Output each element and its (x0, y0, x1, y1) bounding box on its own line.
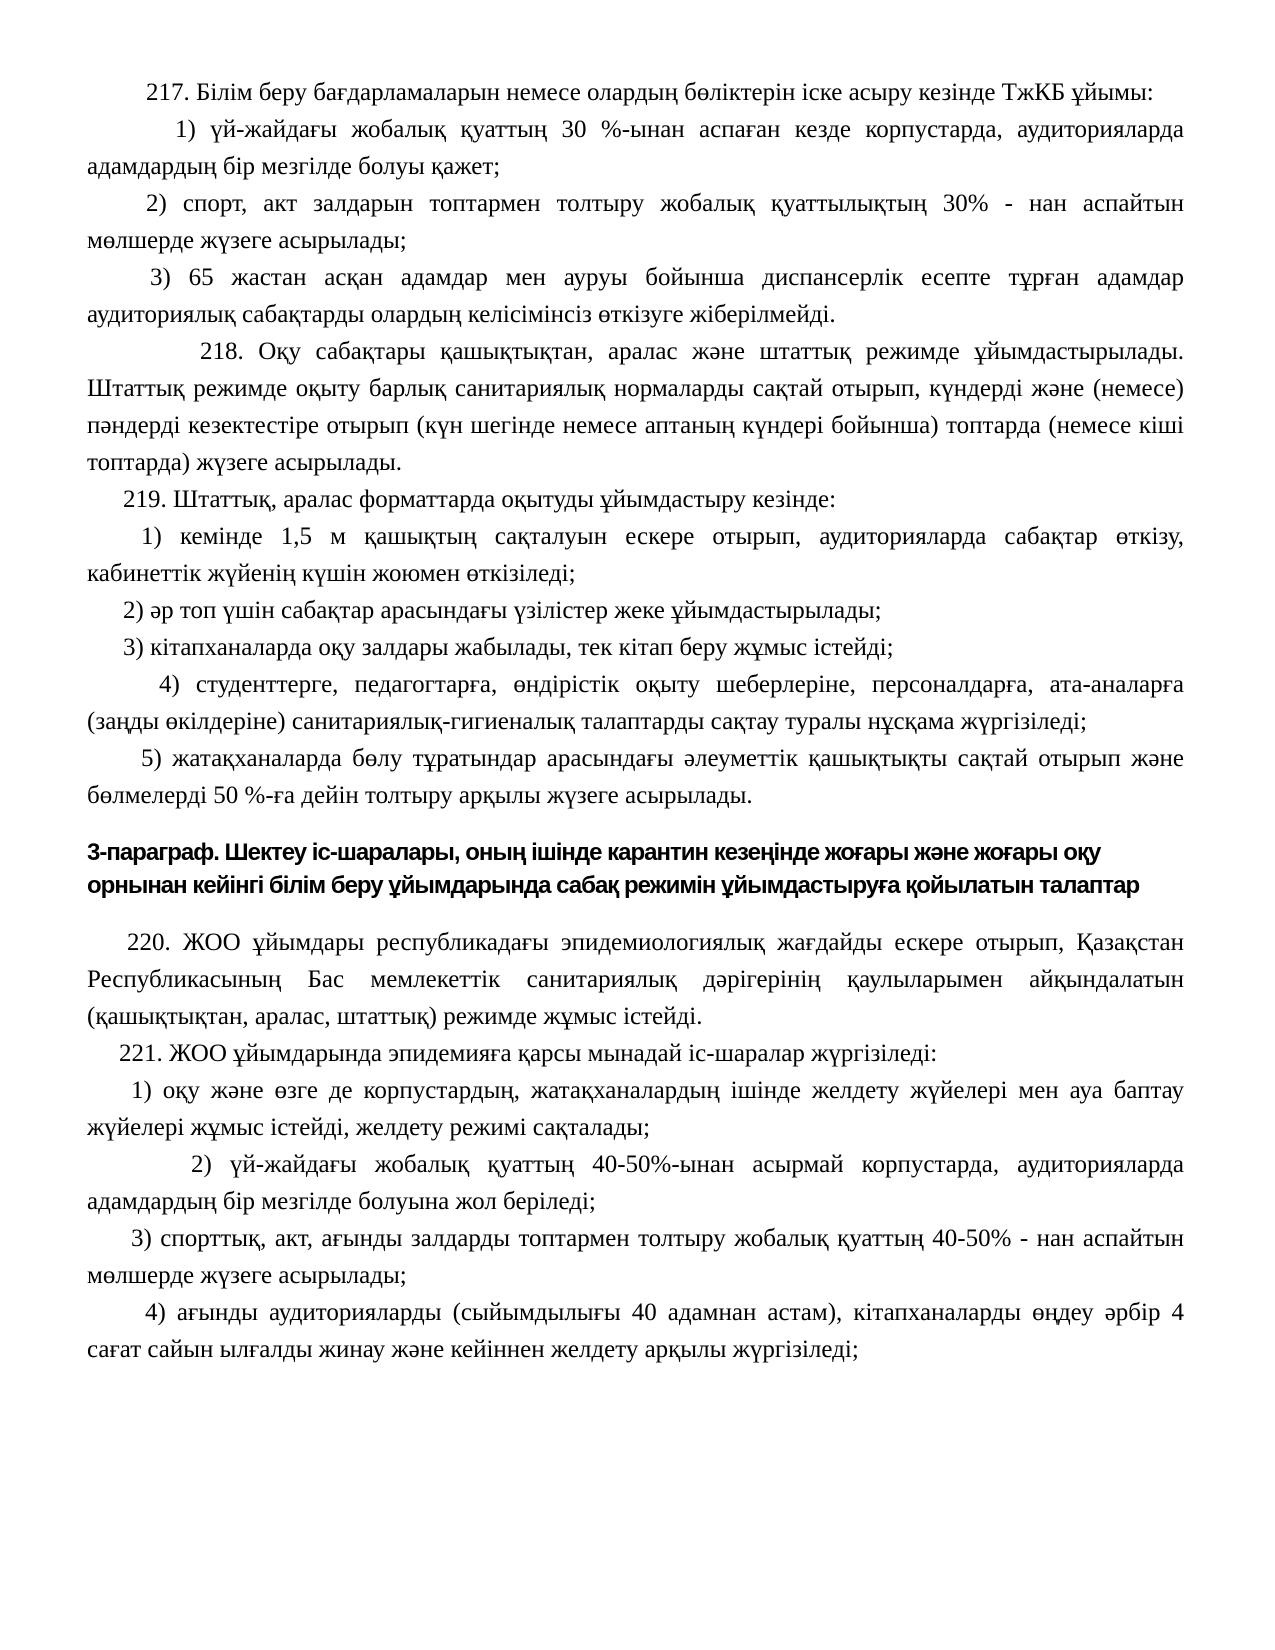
paragraph-p217-2: 2) спорт, акт залдарын топтармен толтыру жобалық қуаттылықтың 30% - нан аспайтын мөлшерде жүзеге асырылады; (87, 190, 1184, 254)
paragraph-p217-3: 3) 65 жастан асқан адамдар мен ауруы бойынша диспансерлік есепте тұрған адамдар аудиториялық сабақтарды олардың келісімінсіз өткізуге жіберілмейді. (87, 264, 1184, 328)
paragraph-p219-4: 4) студенттерге, педагогтарға, өндірістік оқыту шеберлеріне, персоналдарға, ата-аналарға (заңды өкілдеріне) санитариялық-гигиеналық талаптарды сақтау туралы нұсқама жүргізіледі; (87, 671, 1184, 735)
paragraph-p220: 220. ЖОО ұйымдары республикадағы эпидемиологиялық жағдайды ескере отырып, Қазақстан Республикасының Бас мемлекеттік санитариялық дәрігерінің қаулыларымен айқындалатын (қашықтықтан, аралас, штаттық) режимде жұмыс істейді. (87, 929, 1184, 1030)
paragraph-p221-3: 3) спорттық, акт, ағынды залдарды топтармен толтыру жобалық қуаттың 40-50% - нан аспайтын мөлшерде жүзеге асырылады; (87, 1225, 1184, 1289)
paragraph-p219-2: 2) әр топ үшін сабақтар арасындағы үзілістер жеке ұйымдастырылады; (123, 597, 882, 624)
paragraph-p219: 219. Штаттық, аралас форматтарда оқытуды ұйымдастыру кезінде: (123, 486, 837, 513)
paragraph-p218: 218. Оқу сабақтары қашықтықтан, аралас және штаттық режимде ұйымдастырылады. Штаттық режимде оқыту барлық санитариялық нормаларды сақтай отырып, күндерді және (немесе) пәндерді кезектестіре отырып (күн шегінде немесе аптаның күндері бойынша) топтарда (немесе кіші топтарда) жүзеге асырылады. (87, 338, 1184, 476)
section-heading: 3-параграф. Шектеу іс-шаралары, оның ішінде карантин кезеңінде жоғары және жоғары оқу орнынан кейінгі білім беру ұйымдарында сабақ режимін ұйымдастыруға қойылатын талаптар (87, 839, 1140, 899)
paragraph-p217-1: 1) үй-жайдағы жобалық қуаттың 30 %-ынан аспаған кезде корпустарда, аудиторияларда адамдардың бір мезгілде болуы қажет; (87, 116, 1184, 180)
paragraph-p217: 217. Білім беру бағдарламаларын немесе олардың бөліктерін іске асыру кезінде ТжКБ ұйымы: (146, 79, 1154, 106)
paragraph-p221-1: 1) оқу және өзге де корпустардың, жатақханалардың ішінде желдету жүйелері мен ауа баптау жүйелері жұмыс істейді, желдету режимі сақталады; (87, 1077, 1184, 1141)
paragraphs-bottom (87, 924, 1184, 1368)
document-content (87, 74, 1184, 1368)
paragraph-p221-4: 4) ағынды аудиторияларды (сыйымдылығы 40 адамнан астам), кітапханаларды өңдеу әрбір 4 сағат сайын ылғалды жинау және кейіннен желдету арқылы жүргізіледі; (87, 1299, 1184, 1363)
paragraph-p219-1: 1) кемінде 1,5 м қашықтың сақталуын ескере отырып, аудиторияларда сабақтар өткізу, кабинеттік жүйенің күшін жоюмен өткізіледі; (87, 523, 1184, 587)
paragraph-p221-2: 2) үй-жайдағы жобалық қуаттың 40-50%-ынан асырмай корпустарда, аудиторияларда адамдардың бір мезгілде болуына жол беріледі; (87, 1151, 1184, 1215)
paragraph-p219-3: 3) кітапханаларда оқу залдары жабылады, тек кітап беру жұмыс істейді; (123, 634, 894, 661)
paragraph-p221: 221. ЖОО ұйымдарында эпидемияға қарсы мынадай іс-шаралар жүргізіледі: (119, 1040, 938, 1067)
paragraph-p219-5: 5) жатақханаларда бөлу тұратындар арасындағы әлеуметтік қашықтықты сақтай отырып және бөлмелерді 50 %-ға дейін толтыру арқылы жүзеге асырылады. (87, 745, 1184, 809)
paragraphs-top (87, 74, 1184, 814)
